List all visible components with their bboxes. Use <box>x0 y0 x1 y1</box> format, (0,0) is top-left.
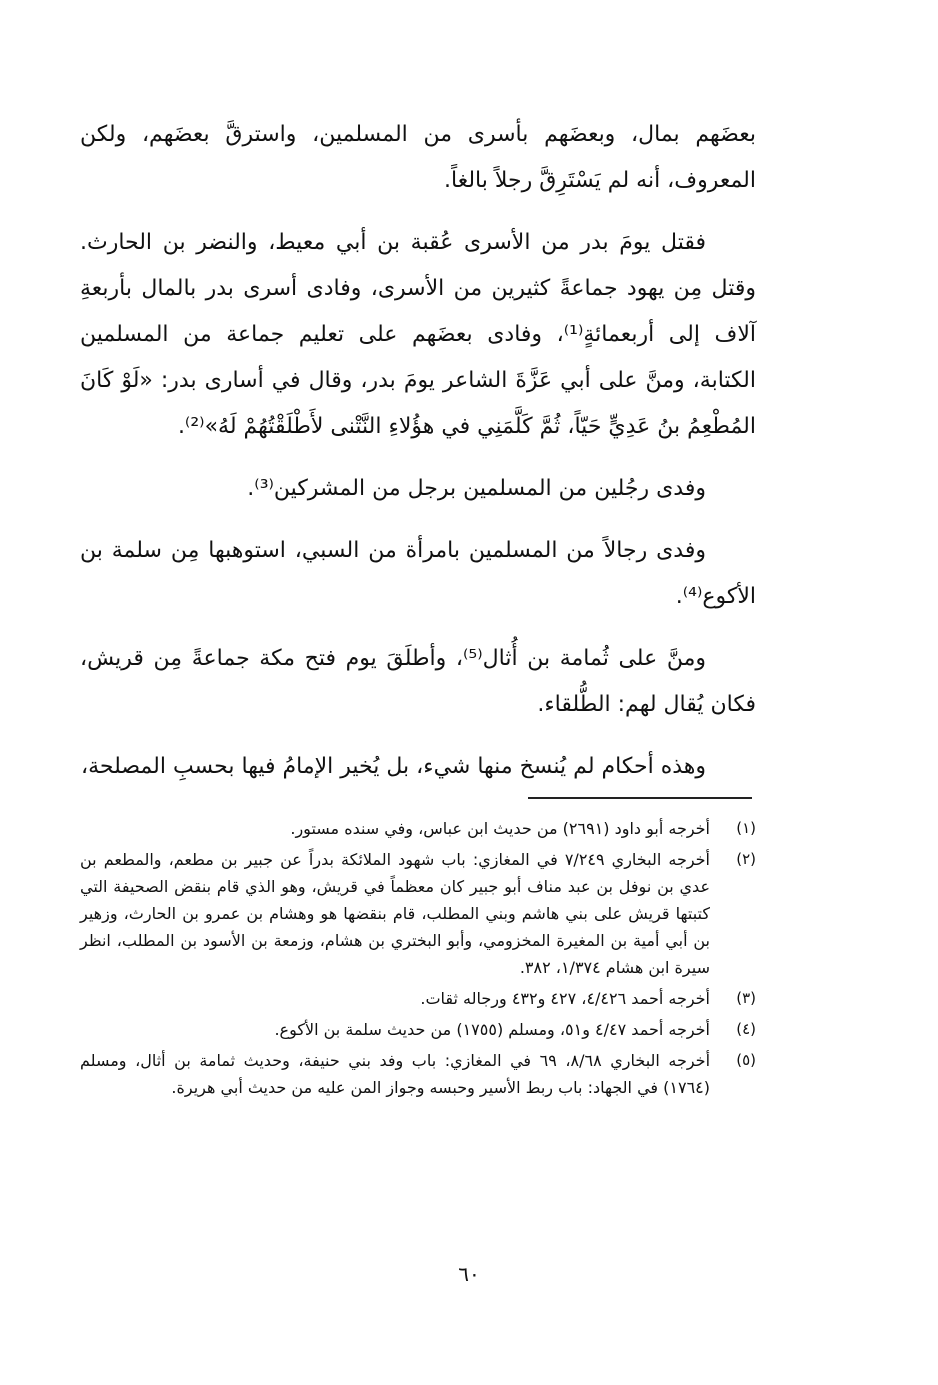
footnote-number: (٤) <box>736 1020 756 1038</box>
paragraph-6: وهذه أحكام لم يُنسخ منها شيء، بل يُخير الإمامُ فيها بحسبِ المصلحة، <box>80 754 706 779</box>
footnote-text: أخرجه البخاري ٨/٦٨، ٦٩ في المغازي: باب وفد بني حنيفة، وحديث ثمامة بن أثال، ومسلم (١٧٦٤) في الجهاد: باب ربط الأسير وحبسه وجواز المن عليه من حديث أبي هريرة. <box>80 1051 711 1097</box>
footnote-5 <box>80 1047 756 1101</box>
footnotes <box>80 815 756 1105</box>
footnote-number: (٥) <box>736 1051 756 1069</box>
footnote-divider <box>528 797 752 799</box>
footnote-number: (٢) <box>736 850 756 868</box>
footnote-2 <box>80 846 756 981</box>
footnote-text: أخرجه أحمد ٤/٤٧ و٥١، ومسلم (١٧٥٥) من حديث سلمة بن الأكوع. <box>274 1020 710 1039</box>
paragraph-1: بعضَهم بمال، وبعضَهم بأسرى من المسلمين، واسترقَّ بعضَهم، ولكن المعروف، أنه لم يَسْتَرِقَّ رجلاً بالغاً. <box>80 122 756 193</box>
footnote-text: أخرجه أبو داود (٢٦٩١) من حديث ابن عباس، وفي سنده مستور. <box>290 819 710 838</box>
paragraph-4: وفدى رجالاً من المسلمين بامرأة من السبي، استوهبها مِن سلمة بن الأكوع⁽⁴⁾. <box>80 538 756 609</box>
paragraph-3: وفدى رجُلين من المسلمين برجل من المشركين⁽³⁾. <box>247 476 706 501</box>
paragraph-5: ومنَّ على ثُمامة بن أُثال⁽⁵⁾، وأطلَقَ يوم فتح مكة جماعةً مِن قريش، فكان يُقال لهم: الطُّلقاء. <box>80 646 756 717</box>
page-number: ٦٠ <box>458 1262 480 1286</box>
footnote-number: (٣) <box>736 989 756 1007</box>
main-text <box>80 112 756 806</box>
footnote-3 <box>80 985 756 1012</box>
footnote-text: أخرجه البخاري ٧/٢٤٩ في المغازي: باب شهود الملائكة بدراً عن جبير بن مطعم، والمطعم بن عدي بن نوفل بن عبد مناف أبو جبير كان معظماً في قريش، وهو الذي قام بنقض الصحيفة التي كتبتها قريش على بني هاشم وبني المطلب، قام بنقضها هو وهشام بن عمرو بن الحارث، وزهير بن أبي أمية بن المغيرة المخزومي، وأبو البختري بن هشام، وزمعة بن الأسود بن المطلب، انظر سيرة ابن هشام ١/٣٧٤، ٣٨٢. <box>80 850 711 977</box>
footnote-number: (١) <box>736 819 756 837</box>
paragraph-2: فقتل يومَ بدر من الأسرى عُقبة بن أبي معيط، والنضر بن الحارث. وقتل مِن يهود جماعةً كثيرين من الأسرى، وفادى أسرى بدر بالمال بأربعةِ آلاف إلى أربعمائةٍ⁽¹⁾، وفادى بعضَهم على تعليم جماعة من المسلمين الكتابة، ومنَّ على أبي عَزَّةَ الشاعر يومَ بدر، وقال في أسارى بدر: «لَوْ كَانَ المُطْعِمُ بنُ عَدِيٍّ حَيّاً، ثُمَّ كَلَّمَنِي في هؤُلاءِ النَّتْنى لأَطْلَقْتُهُمْ لَهُ»⁽²⁾. <box>80 230 756 439</box>
footnote-text: أخرجه أحمد ٤/٤٢٦، ٤٢٧ و٤٣٢ ورجاله ثقات. <box>420 989 710 1008</box>
footnote-1 <box>80 815 756 842</box>
footnote-4 <box>80 1016 756 1043</box>
